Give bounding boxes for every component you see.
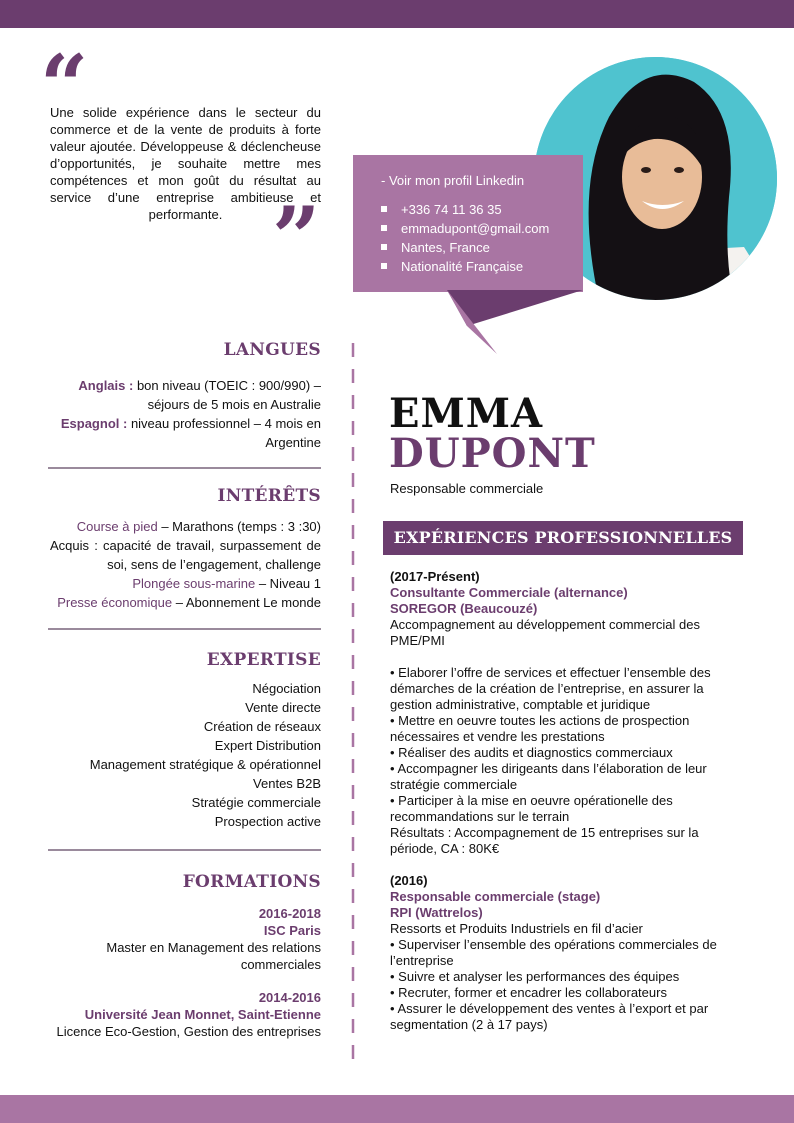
education-school: ISC Paris <box>263 923 321 938</box>
last-name: DUPONT <box>389 430 596 477</box>
job-bullet: • Réaliser des audits et diagnostics commerciaux <box>390 745 673 760</box>
education-list <box>48 905 321 1040</box>
education-degree: Master en Management des relations commerciales <box>106 940 321 972</box>
job-bullet: • Superviser l’ensemble des opérations commerciales de l’entreprise <box>390 937 717 968</box>
job-bullet: • Elaborer l’offre de services et effectuer l’ensemble des démarches de la création de l’entreprise, en assurer la gestion administrative, comptable et juridique <box>390 665 711 712</box>
interest-item: Plongée sous-marine – Niveau 1 <box>132 576 321 591</box>
education-degree: Licence Eco-Gestion, Gestion des entreprises <box>56 1024 321 1039</box>
expertise-item: Ventes B2B <box>253 776 321 791</box>
contact-box <box>353 155 583 292</box>
experience-list <box>390 569 720 1033</box>
expertise-item: Expert Distribution <box>214 738 321 753</box>
experience-title: EXPÉRIENCES PROFESSIONNELLES <box>383 521 743 555</box>
open-quote-icon: “ <box>40 36 89 135</box>
first-name: EMMA <box>389 390 544 437</box>
contact-location: Nantes, France <box>381 238 549 257</box>
close-quote-icon: ” <box>272 188 321 287</box>
bullet-icon <box>381 244 387 250</box>
profile-summary: Une solide expérience dans le secteur du commerce et de la vente de produits à forte valeur ajoutée. Développeuse & déclencheuse d’opportunités, je souhaite mettre mes compétences et mon goût du résultat au service d’une entreprise ambitieuse et performante. <box>50 105 321 222</box>
job-bullet: • Assurer le développement des ventes à l’export et par segmentation (2 à 17 pays) <box>390 1001 709 1032</box>
job-period: (2016) <box>390 873 428 888</box>
job-bullet: • Recruter, former et encadrer les collaborateurs <box>390 985 667 1000</box>
job-summary: Ressorts et Produits Industriels en fil d’acier <box>390 921 643 936</box>
job-result: Résultats : Accompagnement de 15 entreprises sur la période, CA : 80K€ <box>390 825 699 856</box>
job-company: SOREGOR (Beaucouzé) <box>390 601 538 616</box>
education-years: 2014-2016 <box>258 990 321 1005</box>
expertise-item: Création de réseaux <box>203 719 321 734</box>
interests-title: INTÉRÊTS <box>217 486 321 506</box>
divider <box>48 849 321 851</box>
column-divider <box>351 343 355 1070</box>
expertise-item: Stratégie commerciale <box>191 795 321 810</box>
expertise-item: Négociation <box>252 681 321 696</box>
languages-list <box>50 376 321 452</box>
interests-list <box>50 517 321 612</box>
divider <box>48 467 321 469</box>
expertise-title: EXPERTISE <box>206 650 321 670</box>
job-role: Consultante Commerciale (alternance) <box>390 585 628 600</box>
language-item: Anglais : bon niveau (TOEIC : 900/990) – séjours de 5 mois en Australie <box>78 378 321 412</box>
contact-list <box>381 200 549 276</box>
job-period: (2017-Présent) <box>390 569 480 584</box>
job-summary: Accompagnement au développement commercial des PME/PMI <box>390 617 701 648</box>
expertise-list <box>50 679 321 831</box>
expertise-item: Management stratégique & opérationnel <box>89 757 321 772</box>
bullet-icon <box>381 206 387 212</box>
job-bullet: • Accompagner les dirigeants dans l’élaboration de leur stratégie commerciale <box>390 761 707 792</box>
job-bullet: • Participer à la mise en oeuvre opérationelle des recommandations sur le terrain <box>390 793 673 824</box>
interest-item: Acquis : capacité de travail, surpassement de soi, sens de l’engagement, challenge <box>50 538 321 572</box>
education-title: FORMATIONS <box>182 872 321 892</box>
job-role: Responsable commerciale (stage) <box>390 889 601 904</box>
job-bullet: • Suivre et analyser les performances des équipes <box>390 969 680 984</box>
job-company: RPI (Wattrelos) <box>390 905 483 920</box>
bullet-icon <box>381 225 387 231</box>
linkedin-link[interactable]: - Voir mon profil Linkedin <box>381 173 525 188</box>
bullet-icon <box>381 263 387 269</box>
contact-email[interactable]: emmadupont@gmail.com <box>381 219 549 238</box>
divider <box>48 628 321 630</box>
languages-title: LANGUES <box>223 340 321 360</box>
contact-phone: +336 74 11 36 35 <box>381 200 549 219</box>
top-bar <box>0 0 794 28</box>
education-years: 2016-2018 <box>258 906 321 921</box>
interest-item: Course à pied – Marathons (temps : 3 :30) <box>76 519 321 534</box>
contact-nationality: Nationalité Française <box>381 257 549 276</box>
job-bullet: • Mettre en oeuvre toutes les actions de prospection nécessaires et vendre les prestations <box>390 713 690 744</box>
expertise-item: Vente directe <box>245 700 321 715</box>
language-item: Espagnol : niveau professionnel – 4 mois en Argentine <box>60 416 321 450</box>
education-school: Université Jean Monnet, Saint-Etienne <box>84 1007 321 1022</box>
job-title: Responsable commerciale <box>390 481 544 496</box>
interest-item: Presse économique – Abonnement Le monde <box>57 595 321 610</box>
expertise-item: Prospection active <box>214 814 321 829</box>
speech-tail <box>447 290 584 356</box>
bottom-bar <box>0 1095 794 1123</box>
